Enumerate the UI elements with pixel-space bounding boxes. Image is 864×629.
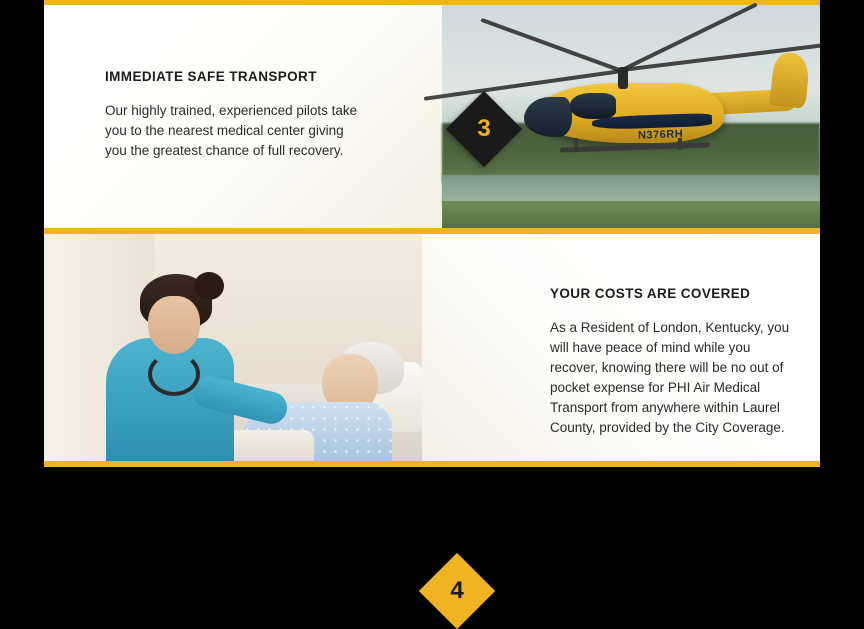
ground <box>442 201 820 231</box>
step-3-row <box>44 5 820 228</box>
stethoscope-icon <box>148 352 200 396</box>
nurse-head <box>148 296 200 354</box>
letterbox-left <box>0 0 44 467</box>
step-4-body: As a Resident of London, Kentucky, you will have peace of mind while you recover, knowing there will be no out of pocket expense for PHI Air Medical Transport from anywhere within Laurel County, provided by the City Coverage. <box>550 320 790 435</box>
step-4-heading: YOUR COSTS ARE COVERED <box>550 286 751 301</box>
letterbox-right <box>820 0 864 467</box>
helicopter-cockpit-window <box>570 93 616 119</box>
step-3-text-panel <box>44 5 442 228</box>
helicopter-registration-text: N376RH <box>637 128 684 142</box>
helicopter-nose <box>524 97 572 137</box>
helicopter-skid-strut <box>574 138 578 150</box>
step-4-row <box>44 234 820 604</box>
nurse-with-patient-photo <box>44 234 422 461</box>
step-3-heading: IMMEDIATE SAFE TRANSPORT <box>105 69 317 84</box>
step-4-text-panel <box>422 234 820 461</box>
step-3-number: 3 <box>477 115 491 142</box>
nurse-hair-bun <box>194 272 224 300</box>
step-3-body: Our highly trained, experienced pilots take you to the nearest medical center giving you the greatest chance of full recovery. <box>105 103 358 158</box>
gold-rule-bottom <box>44 461 820 467</box>
step-4-number: 4 <box>450 577 464 604</box>
rotor-mast <box>618 67 628 89</box>
